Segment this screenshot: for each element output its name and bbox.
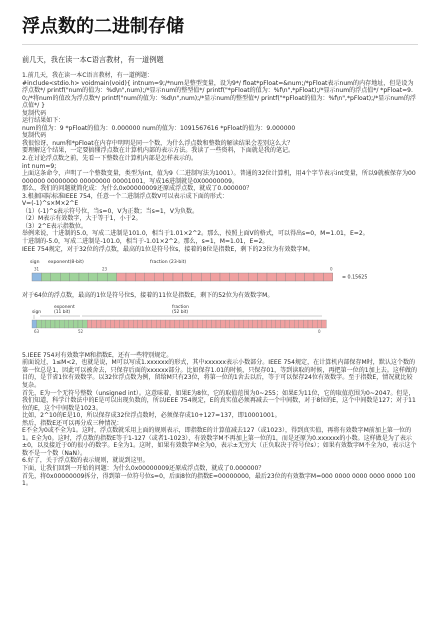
- section-a-paragraph: （1）(-1)^s表示符号位，当s=0，V为正数；当s=1，V为负数。: [22, 207, 199, 215]
- bit-cell: [50, 320, 55, 328]
- section-a-paragraph: 上面这条命令，声明了一个整数变量，类型为int，值为9（二进制写法为1001）。普通的32位计算机，用4个字节表示int变量，所以9就被保存为00000000 00000000 00000000 00001001，写成16进制就是0X00000009。: [22, 170, 416, 185]
- bit-cell: [248, 320, 253, 328]
- section-a-paragraph: （3）2^E表示指数位。: [22, 222, 87, 230]
- bit-cell: [88, 273, 97, 281]
- bit-cell: [170, 320, 175, 328]
- section-a-paragraph: 复制代码: [22, 109, 47, 117]
- section-a-paragraph: （2）M表示有效数字，大于等于1，小于2。: [22, 215, 142, 223]
- section-a-paragraph: 十进制的-5.0，写成二进制是-101.0，相当于-1.01×2^2。那么，s=1，M=1.01，E=2。: [22, 238, 269, 246]
- bit-cell: [323, 273, 332, 281]
- section-a: [22, 72, 418, 253]
- section-a-paragraph: #include<stdio.h> voidmain(void){ intnum=9;/*num是整型变量，设为9*/ float*pFloat=&num;/*pFloat表示num的内存地址，但是设为浮点数*/ printf("num的值为：%d\n",num);/*显示num的整型值*/ printf("*pFloat的值为：%f\n",*pFloat);/*显示num的浮点值*/ *pFloat=9.0;/*将num的值改为浮点数*/ printf("num的值为：%d\n",num);/*显示num的整型值*/ printf("*pFloat的值为：%f\n",*pFloat);/*显示num的浮点值*/ }: [22, 79, 416, 110]
- bit-cell: [207, 320, 212, 328]
- sign-label: sign: [30, 260, 40, 266]
- bit-cell: [267, 273, 276, 281]
- bit-cell: [60, 273, 69, 281]
- bit-cell: [322, 320, 327, 328]
- bit-cell: [211, 273, 220, 281]
- fraction-label-64: fraction: [172, 305, 189, 311]
- bit-cell: [73, 320, 78, 328]
- bit-cell: [234, 320, 239, 328]
- bit-cell: [78, 320, 83, 328]
- section-a-paragraph: num的值为：9 *pFloat的值为：0.000000 num的值为：1091567616 *pFloat的值为：9.000000: [22, 124, 296, 132]
- bit-cell: [60, 320, 65, 328]
- bit-cell: [87, 320, 92, 328]
- exponent-label: exponent(8-bit): [48, 260, 84, 266]
- bit-0-label-64: 0: [318, 329, 321, 335]
- float32-result: = 0.15625: [342, 275, 368, 281]
- bit-cell: [192, 273, 201, 281]
- bit-cell: [98, 273, 107, 281]
- section-b-paragraph: 首先，将0x00000009拆分，得到第一位符号位s=0，后面8位的指数E=00000000，最后23位的有效数字M=000 0000 0000 0000 0000 1001。: [22, 472, 416, 488]
- bit-cell: [156, 320, 161, 328]
- bit-cell: [182, 273, 191, 281]
- bit-cell: [253, 320, 258, 328]
- fraction-label: fraction (23-bit): [150, 260, 187, 266]
- bit-cell: [138, 320, 143, 328]
- bit-cell: [230, 320, 235, 328]
- bit-cell: [317, 320, 322, 328]
- section-a-paragraph: int num=9;: [22, 162, 57, 170]
- section-a-paragraph: 复制代码: [22, 132, 47, 140]
- bit-cell: [244, 320, 249, 328]
- article-body: [22, 72, 418, 488]
- section-a-paragraph: 2.在讨论浮点数之前，先看一下整数在计算机内部是怎样表示的。: [22, 155, 198, 163]
- bit-cell: [165, 320, 170, 328]
- bit-cell: [37, 320, 42, 328]
- bit-cell: [221, 320, 226, 328]
- bit-cell: [188, 320, 193, 328]
- bit-cell: [70, 273, 79, 281]
- bit-cell: [173, 273, 182, 281]
- bit-cell: [184, 320, 189, 328]
- bit-cell: [46, 320, 51, 328]
- bit-cell: [152, 320, 157, 328]
- section-a-paragraph: V=(-1)^s×M×2^E: [22, 200, 79, 208]
- bit-cell: [145, 273, 154, 281]
- bit-cell: [295, 273, 304, 281]
- section-b: [22, 352, 418, 488]
- section-a-paragraph: IEEE 754规定，对于32位的浮点数，最高的1位是符号位s，接着的8位是指数E，剩下的23位为有效数字M。: [22, 245, 314, 253]
- bit-23-label: 23: [102, 266, 108, 272]
- bit-cell: [107, 273, 116, 281]
- bit-cell: [64, 320, 69, 328]
- float64-bit-cells: [32, 320, 326, 328]
- bit-cell: [305, 273, 314, 281]
- bit-cell: [239, 273, 248, 281]
- bit-cell: [79, 273, 88, 281]
- section-b-paragraph: E不全为0或不全为1。这时，浮点数就采用上面的规则表示，即指数E的计算值减去127（或1023），得到真实值，再将有效数字M前加上第一位的1。E全为0。这时，浮点数的指数E等于1-127（或者1-1023），有效数字M不再加上第一位的1，而是还原为0.xxxxxx的小数。这样做是为了表示±0，以及接近于0的很小的数字。E全为1。这时，如果有效数字M全为0，表示±无穷大（正负取决于符号位s）；如果有效数字M不全为0，表示这个数不是一个数（NaN）。: [22, 427, 417, 457]
- bit-31-label: 31: [34, 266, 40, 272]
- bit-cell: [303, 320, 308, 328]
- bit-cell: [193, 320, 198, 328]
- page-title: 浮点数的二进制存储: [22, 0, 418, 45]
- intro-text: 前几天，我在读一本C语言教材，有一道例题: [22, 55, 164, 64]
- bit-cell: [202, 320, 207, 328]
- section-b-paragraph: 然后，指数E还可以再分成三种情况：: [22, 419, 123, 427]
- bit-cell: [248, 273, 257, 281]
- bit-cell: [161, 320, 166, 328]
- section-a-paragraph: 举例来说，十进制的5.0，写成二进制是101.0，相当于1.01×2^2。那么，按照上面V的格式，可以得出s=0，M=1.01，E=2。: [22, 230, 369, 238]
- bit-cell: [313, 320, 318, 328]
- bit-cell: [147, 320, 152, 328]
- bit-cell: [32, 273, 41, 281]
- float64-layout-figure: [22, 303, 418, 350]
- sign-label-64: sign: [32, 310, 42, 316]
- bit-0-label: 0: [330, 266, 333, 272]
- bit-cell: [257, 320, 262, 328]
- bit-52-label: 52: [78, 329, 84, 335]
- bit-cell: [83, 320, 88, 328]
- bit-cell: [41, 273, 50, 281]
- bit-cell: [220, 273, 229, 281]
- bit-cell: [32, 320, 37, 328]
- bit-cell: [290, 320, 295, 328]
- bit-cell: [124, 320, 129, 328]
- exponent-label-64: exponent: [54, 305, 75, 311]
- bit-cell: [129, 320, 134, 328]
- float64-diagram: [22, 303, 418, 347]
- bit-cell: [294, 320, 299, 328]
- fraction-bits-64: (52 bit): [172, 310, 189, 316]
- bit-cell: [92, 320, 97, 328]
- section-a-paragraph: 要理解这个结果，一定要搞懂浮点数在计算机内部的表示方法。我读了一些资料，下面就是我的笔记。: [22, 147, 295, 155]
- section-a-paragraph: 那么，我们的问题就简化成：为什么0x00000009还原成浮点数，就成了0.000000？: [22, 185, 253, 193]
- bit-cell: [115, 320, 120, 328]
- section-a-paragraph: 我很惊讶，num和*pFloat在内存中明明是同一个数，为什么浮点数和整数的解读结果会差别这么大？: [22, 139, 294, 147]
- bit-cell: [51, 273, 60, 281]
- float32-layout-figure: [22, 257, 418, 290]
- float32-diagram: [22, 257, 418, 287]
- bit-cell: [276, 273, 285, 281]
- bit-cell: [211, 320, 216, 328]
- bit-cell: [201, 273, 210, 281]
- bit-cell: [41, 320, 46, 328]
- bit-cell: [117, 273, 126, 281]
- bit-cell: [286, 273, 295, 281]
- bit-cell: [280, 320, 285, 328]
- bit-cell: [229, 273, 238, 281]
- section-a-paragraph: 1.前几天，我在读一本C语言教材，有一道例题：: [22, 72, 153, 79]
- bit-cell: [276, 320, 281, 328]
- bit-cell: [119, 320, 124, 328]
- bit-cell: [271, 320, 276, 328]
- bit-cell: [258, 273, 267, 281]
- section-b-paragraph: 前面说过，1≤M<2，也就是说，M可以写成1.xxxxxx的形式，其中xxxxxx表示小数部分。IEEE 754规定，在计算机内部保存M时，默认这个数的第一位总是1，因此可以被舍去，只保存后面的xxxxxx部分。比如保存1.01的时候，只保存01，等到读取的时候，再把第一位的1加上去。这样做的目的，是节省1位有效数字。以32位浮点数为例，留给M只有23位，将第一位的1舍去以后，等于可以保存24位有效数字。至于指数E，情况就比较复杂。: [22, 359, 417, 389]
- bit-cell: [96, 320, 101, 328]
- bit-cell: [142, 320, 147, 328]
- bit-cell: [314, 273, 323, 281]
- bit-cell: [101, 320, 106, 328]
- section-b-paragraph: 首先，E为一个无符号整数（unsigned int）。这意味着，如果E为8位，它的取值范围为0~255；如果E为11位，它的取值范围为0~2047。但是，我们知道，科学计数法中的E是可以出现负数的，所以IEEE 754规定，E的真实值必须再减去一个中间数，对于8位的E，这个中间数是127；对于11位的E，这个中间数是1023。: [22, 389, 416, 412]
- section-a-paragraph: 3.根据国际标准IEEE 754，任意一个二进制浮点数V可以表示成下面的形式：: [22, 192, 228, 200]
- float32-bit-cells: [32, 273, 333, 281]
- bit-cell: [69, 320, 74, 328]
- bit-cell: [110, 320, 115, 328]
- bit-cell: [133, 320, 138, 328]
- section-b-paragraph: 比如，2^10的E是10，所以保存成32位浮点数时，必须保存成10+127=137，即10001001。: [22, 412, 281, 420]
- bit-cell: [135, 273, 144, 281]
- between-text: 对于64位的浮点数，最高的1位是符号位S，接着的11位是指数E，剩下的52位为有效数字M。: [22, 291, 274, 299]
- bit-cell: [262, 320, 267, 328]
- bit-cell: [239, 320, 244, 328]
- section-a-paragraph: 运行结果如下：: [22, 117, 65, 125]
- bit-cell: [216, 320, 221, 328]
- bit-cell: [179, 320, 184, 328]
- bit-cell: [106, 320, 111, 328]
- bit-cell: [198, 320, 203, 328]
- bit-cell: [308, 320, 313, 328]
- section-b-paragraph: 6.好了，关于浮点数的表示规则，就说到这里。: [22, 457, 149, 465]
- bit-cell: [164, 273, 173, 281]
- bit-cell: [267, 320, 272, 328]
- bit-cell: [175, 320, 180, 328]
- bit-cell: [55, 320, 60, 328]
- bit-cell: [299, 320, 304, 328]
- bit-cell: [154, 273, 163, 281]
- section-b-paragraph: 5.IEEE 754对有效数字M和指数E，还有一些特别规定。: [22, 351, 173, 359]
- bit-cell: [126, 273, 135, 281]
- section-b-paragraph: 下面，让我们回到一开始的问题：为什么0x00000009还原成浮点数，就成了0.000000？: [22, 464, 265, 472]
- exponent-bits-64: (11 bit): [54, 310, 71, 316]
- bit-cell: [285, 320, 290, 328]
- bit-63-label: 63: [34, 329, 40, 335]
- bit-cell: [225, 320, 230, 328]
